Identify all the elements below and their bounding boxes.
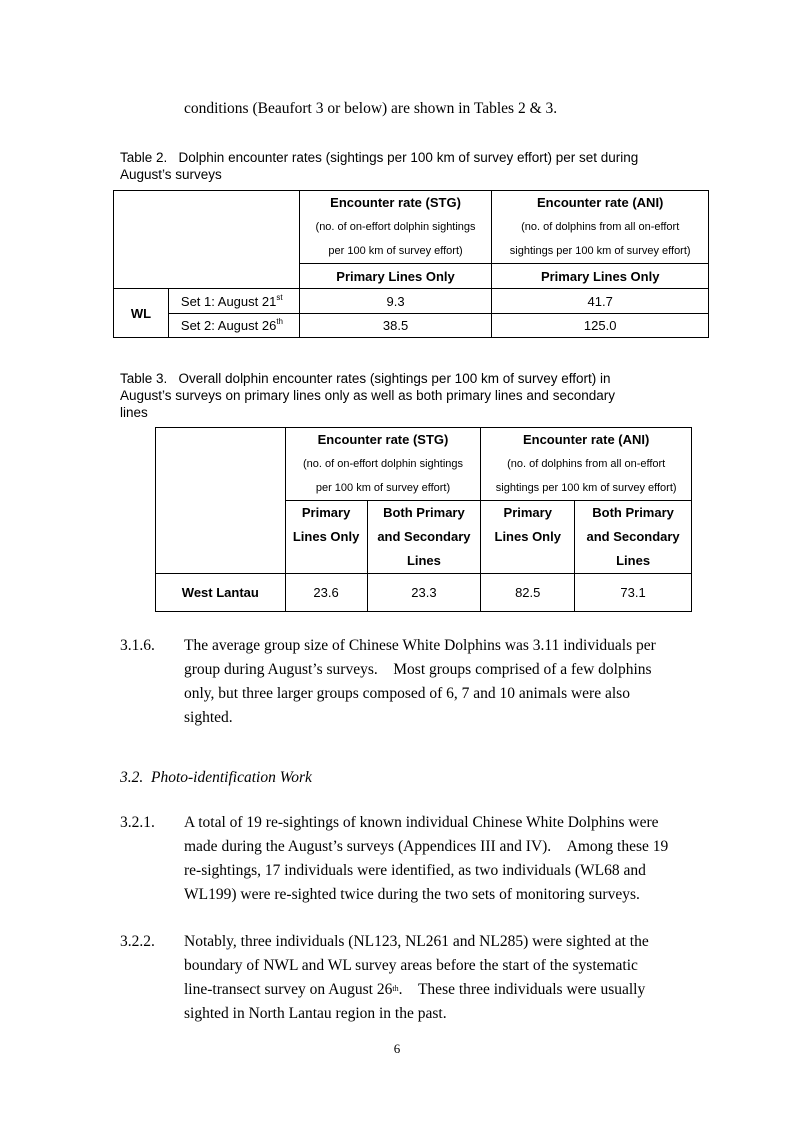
text-line: sighted. [184,709,233,726]
table3-caption [120,370,720,421]
table3-caption-line3: lines [120,405,148,420]
table2-row2-label-sup: th [276,317,283,326]
table3-ani-primary-l2: Lines Only [494,529,561,544]
table3-stg-both-header [367,501,481,574]
text-line [184,978,700,1002]
table3-stg-both-l1: Both Primary [383,505,465,520]
table3-ani-primary-val: 82.5 [481,574,575,612]
table2-caption [120,149,720,183]
intro-line: conditions (Beaufort 3 or below) are shown in Tables 2 & 3. [184,100,558,117]
table2-ani-header: Encounter rate (ANI) [536,195,664,210]
table3-ani-primary-header [481,501,575,574]
table3-stg-header-cell [285,428,481,501]
table2-caption-line2: August’s surveys [120,167,222,182]
table3-stg-header: Encounter rate (STG) [317,432,449,447]
table3-ani-primary-l1: Primary [503,505,552,520]
table3-ani-both-l2: and Secondary [586,529,680,544]
paragraph-number: 3.2.1. [120,814,155,831]
paragraph-number: 3.1.6. [120,637,155,654]
table3-ani-sub1: (no. of dolphins from all on-effort [507,458,666,470]
table3-stg-primary-header [285,501,367,574]
text-line: A total of 19 re-sightings of known individual Chinese White Dolphins were [184,814,659,831]
table3-row-label: West Lantau [156,574,286,612]
text-line: WL199) were re-sighted twice during the two sets of monitoring surveys. [184,886,640,903]
paragraph-3-2-1 [120,811,700,907]
table2-caption-line1: Table 2. Dolphin encounter rates (sightings per 100 km of survey effort) per set during [120,150,639,165]
table3-ani-both-l1: Both Primary [592,505,674,520]
text-line: only, but three larger groups composed of 6, 7 and 10 animals were also [184,685,630,702]
paragraph-number: 3.2.2. [120,933,155,950]
table3-ani-header: Encounter rate (ANI) [522,432,650,447]
table3-stg-primary-val: 23.6 [285,574,367,612]
table2-row1-label-sup: st [276,292,283,302]
table2-row1-label [168,289,299,314]
table-row [114,289,709,314]
table2-stg-sub1: (no. of on-effort dolphin sightings [315,221,476,233]
section-heading: 3.2. Photo-identification Work [120,769,312,786]
table3-ani-both-header [575,501,692,574]
text-line: made during the August’s surveys (Appendices III and IV). Among these 19 [184,838,669,855]
table2-row2-label [168,314,299,338]
paragraph-3-1-6 [120,634,700,730]
text-fragment: line-transect survey on August 26 [184,981,393,998]
table2-row1-stg: 9.3 [299,289,492,314]
table3-stg-both-l3: Lines [406,553,441,568]
superscript: th [392,984,399,993]
table2-row1-label-text: Set 1: August 21 [180,293,277,309]
text-line: The average group size of Chinese White Dolphins was 3.11 individuals per [184,637,656,654]
table2-empty-header [114,191,300,289]
text-line: boundary of NWL and WL survey areas before the start of the systematic [184,957,638,974]
table-row [114,314,709,338]
table3-stg-primary-l2: Lines Only [292,529,360,544]
table2-ani-sub2: sightings per 100 km of survey effort) [509,245,691,257]
text-line: sighted in North Lantau region in the past. [184,1005,447,1022]
table3-stg-primary-l1: Primary [301,505,351,520]
text-line: group during August’s surveys. Most groups comprised of a few dolphins [184,661,652,678]
table3-stg-both-val: 23.3 [367,574,481,612]
table2-ani-primary: Primary Lines Only [492,264,709,289]
table2-ani-sub1: (no. of dolphins from all on-effort [521,221,680,233]
table2-stg-sub2: per 100 km of survey effort) [328,245,463,257]
text-line: Notably, three individuals (NL123, NL261 and NL285) were sighted at the [184,933,649,950]
table2-row2-stg: 38.5 [299,314,492,338]
table3-ani-sub2: sightings per 100 km of survey effort) [495,482,677,494]
table3-empty-header [156,428,286,574]
table3-caption-line2: August’s surveys on primary lines only as well as both primary lines and secondary [120,388,615,403]
table3-ani-both-val: 73.1 [575,574,692,612]
table3-ani-both-l3: Lines [616,553,651,568]
table3-stg-both-l2: and Secondary [377,529,471,544]
table3 [155,427,692,612]
table2-stg-header-cell [299,191,492,264]
paragraph-3-2-2 [120,930,700,1026]
table2-area-label: WL [114,289,169,338]
page-number: 6 [393,1041,401,1056]
table2-row2-label-text: Set 2: August 26 [180,318,277,333]
text-line: re-sightings, 17 individuals were identified, as two individuals (WL68 and [184,862,646,879]
table-row [156,574,692,612]
table2-stg-primary: Primary Lines Only [299,264,492,289]
table3-caption-line1: Table 3. Overall dolphin encounter rates (sightings per 100 km of survey effort) in [120,371,611,386]
table3-stg-sub1: (no. of on-effort dolphin sightings [302,458,463,470]
table2-ani-header-cell [492,191,709,264]
table2-stg-header: Encounter rate (STG) [330,195,461,210]
text-fragment: . These three individuals were usually [398,981,646,998]
table3-stg-sub2: per 100 km of survey effort) [315,482,451,494]
table3-ani-header-cell [481,428,692,501]
table2-row1-ani: 41.7 [492,289,709,314]
table2 [113,190,709,338]
table2-row2-ani: 125.0 [492,314,709,338]
